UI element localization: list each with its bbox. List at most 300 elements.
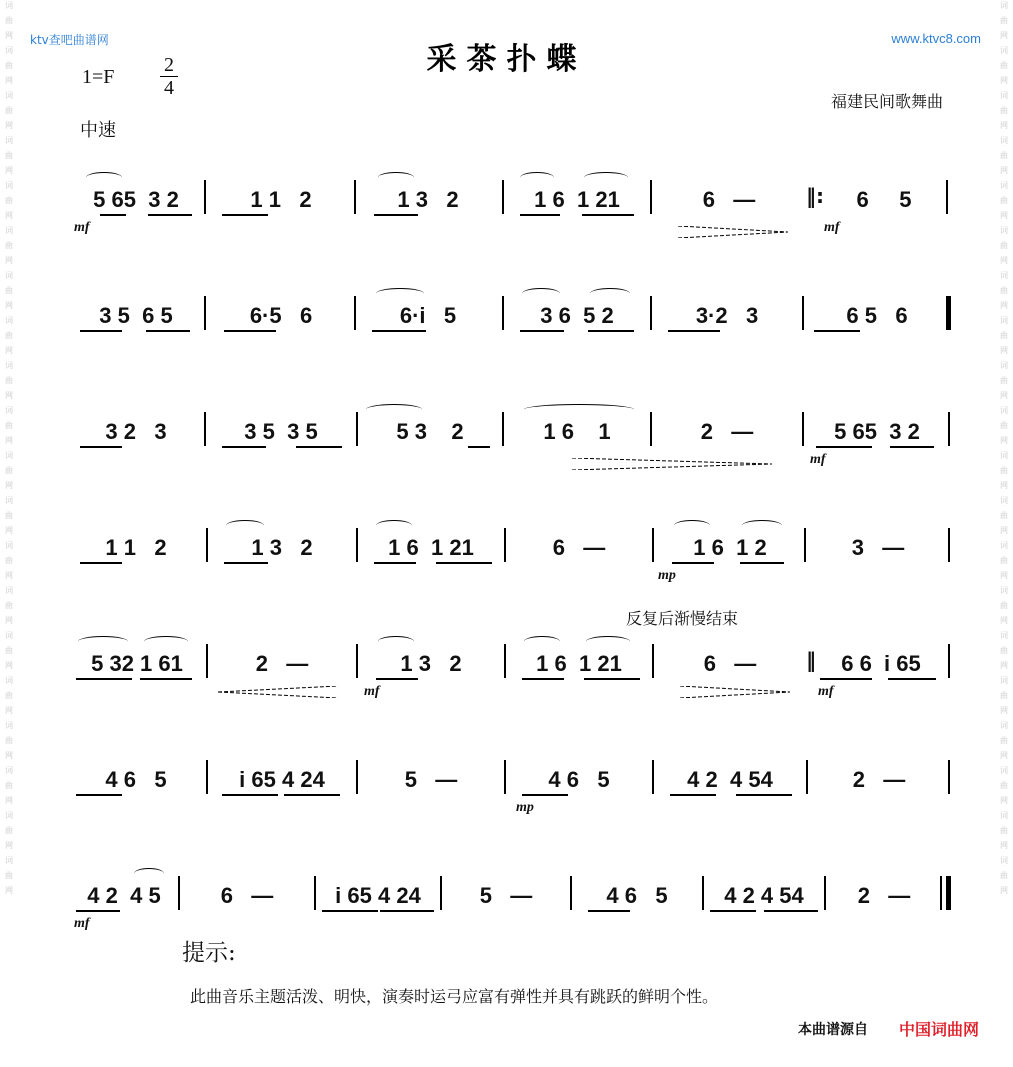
watermark-glyph: 词 bbox=[1000, 361, 1008, 370]
measure-notes: 6·i 5 bbox=[399, 303, 457, 328]
beam-underline bbox=[80, 562, 122, 564]
score-row-6 bbox=[72, 744, 952, 814]
watermark-glyph: 词 bbox=[1000, 136, 1008, 145]
barline bbox=[354, 180, 356, 214]
watermark-glyph: 曲 bbox=[1000, 646, 1008, 655]
measure bbox=[654, 280, 800, 350]
beam-underline bbox=[816, 446, 872, 448]
measure-notes: 6 5 6 bbox=[846, 303, 908, 328]
score-row-3 bbox=[72, 396, 952, 466]
beam-underline bbox=[374, 562, 416, 564]
watermark-glyph: 网 bbox=[1000, 31, 1008, 40]
beam-underline bbox=[224, 562, 268, 564]
measure-notes: i 65 4 24 bbox=[335, 883, 421, 908]
barline bbox=[206, 760, 208, 794]
measure-notes: 1 6 1 21 bbox=[534, 187, 620, 212]
watermark-glyph: 曲 bbox=[5, 196, 13, 205]
barline bbox=[206, 644, 208, 678]
barline bbox=[206, 528, 208, 562]
beam-underline bbox=[322, 910, 378, 912]
watermark-glyph: 网 bbox=[1000, 436, 1008, 445]
footer-source-label: 本曲谱源自 bbox=[798, 1022, 868, 1038]
watermark-glyph: 网 bbox=[1000, 301, 1008, 310]
barline bbox=[652, 528, 654, 562]
watermark-glyph: 词 bbox=[5, 766, 13, 775]
slur bbox=[376, 520, 412, 531]
watermark-glyph: 词 bbox=[1000, 451, 1008, 460]
watermark-glyph: 网 bbox=[5, 166, 13, 175]
watermark-glyph: 网 bbox=[1000, 211, 1008, 220]
watermark-glyph: 网 bbox=[1000, 121, 1008, 130]
slur bbox=[86, 172, 122, 183]
beam-underline bbox=[670, 794, 716, 796]
measure-notes: 1 1 2 bbox=[105, 535, 167, 560]
watermark-glyph: 网 bbox=[5, 346, 13, 355]
measure-notes: 6 — bbox=[220, 883, 274, 908]
measure-notes: 3 5 6 5 bbox=[99, 303, 173, 328]
dynamic-mark: mp bbox=[658, 568, 676, 583]
repeat-instruction: 反复后渐慢结束 bbox=[626, 609, 739, 628]
measure bbox=[806, 280, 948, 350]
watermark-glyph: 词 bbox=[5, 181, 13, 190]
watermark-glyph: 曲 bbox=[5, 151, 13, 160]
watermark-glyph: 网 bbox=[1000, 256, 1008, 265]
watermark-glyph: 曲 bbox=[1000, 421, 1008, 430]
watermark-glyph: 词 bbox=[1000, 181, 1008, 190]
watermark-glyph: 曲 bbox=[5, 826, 13, 835]
beam-underline bbox=[522, 794, 568, 796]
watermark-glyph: 曲 bbox=[1000, 61, 1008, 70]
beam-underline bbox=[140, 678, 192, 680]
measure-notes: 5 65 3 2 bbox=[93, 187, 179, 212]
dynamic-mark: mf bbox=[824, 220, 840, 235]
watermark-glyph: 曲 bbox=[1000, 691, 1008, 700]
measure-notes: 5 65 3 2 bbox=[834, 419, 920, 444]
watermark-glyph: 曲 bbox=[5, 646, 13, 655]
slur bbox=[586, 636, 630, 647]
watermark-glyph: 网 bbox=[5, 301, 13, 310]
measure-notes: 3 — bbox=[851, 535, 905, 560]
slur bbox=[226, 520, 264, 531]
watermark-glyph: 词 bbox=[5, 1, 13, 10]
measure bbox=[182, 860, 312, 930]
slur bbox=[134, 868, 164, 879]
measure-notes: 6 6 i 65 bbox=[841, 651, 921, 676]
watermark-glyph: 网 bbox=[1000, 166, 1008, 175]
watermark-glyph: 曲 bbox=[1000, 871, 1008, 880]
barline bbox=[948, 644, 950, 678]
measure bbox=[444, 860, 568, 930]
measure bbox=[360, 396, 500, 466]
watermark-glyph: 曲 bbox=[1000, 511, 1008, 520]
watermark-glyph: 网 bbox=[5, 436, 13, 445]
measure bbox=[574, 860, 700, 930]
watermark-glyph: 网 bbox=[5, 706, 13, 715]
measure bbox=[656, 512, 804, 582]
measure bbox=[654, 164, 804, 234]
watermark-glyph: 网 bbox=[1000, 751, 1008, 760]
beam-underline bbox=[146, 330, 190, 332]
measure bbox=[360, 628, 502, 698]
slur bbox=[378, 636, 414, 647]
beam-underline bbox=[76, 910, 120, 912]
watermark-glyph: 词 bbox=[1000, 631, 1008, 640]
measure-notes: 4 6 5 bbox=[606, 883, 668, 908]
beam-underline bbox=[222, 794, 278, 796]
barline bbox=[502, 180, 504, 214]
barline bbox=[502, 296, 504, 330]
beam-underline bbox=[520, 330, 564, 332]
dynamic-mark: mp bbox=[516, 800, 534, 815]
watermark-glyph: 曲 bbox=[1000, 466, 1008, 475]
slur bbox=[376, 288, 424, 299]
measure-notes: 6 — bbox=[552, 535, 606, 560]
dynamic-mark: mf bbox=[810, 452, 826, 467]
watermark-glyph: 曲 bbox=[5, 331, 13, 340]
barline bbox=[806, 760, 808, 794]
watermark-glyph: 曲 bbox=[5, 61, 13, 70]
slur bbox=[378, 172, 414, 183]
slur bbox=[742, 520, 782, 531]
watermark-glyph: 词 bbox=[1000, 316, 1008, 325]
watermark-glyph: 网 bbox=[5, 841, 13, 850]
barline bbox=[504, 528, 506, 562]
watermark-glyph: 网 bbox=[1000, 481, 1008, 490]
barline bbox=[802, 296, 804, 330]
watermark-glyph: 曲 bbox=[5, 871, 13, 880]
measure bbox=[828, 860, 940, 930]
watermark-strip-left bbox=[0, 0, 18, 1067]
decrescendo-hairpin bbox=[678, 226, 788, 238]
barline bbox=[948, 528, 950, 562]
measure-notes: 3 2 3 bbox=[105, 419, 167, 444]
measure bbox=[506, 280, 648, 350]
beam-underline bbox=[148, 214, 192, 216]
barline bbox=[948, 760, 950, 794]
measure-notes: 5 32 1 61 bbox=[91, 651, 183, 676]
watermark-glyph: 曲 bbox=[5, 16, 13, 25]
measure bbox=[358, 164, 498, 234]
measure bbox=[360, 744, 502, 814]
watermark-glyph: 词 bbox=[5, 676, 13, 685]
beam-underline bbox=[376, 678, 418, 680]
measure bbox=[210, 744, 354, 814]
watermark-glyph: 曲 bbox=[5, 556, 13, 565]
measure-notes: 1 6 1 21 bbox=[388, 535, 474, 560]
slur bbox=[524, 404, 634, 415]
measure-notes: 4 6 5 bbox=[105, 767, 167, 792]
repeat-start-sign: ‖ bbox=[806, 648, 816, 672]
watermark-glyph: 词 bbox=[1000, 226, 1008, 235]
watermark-glyph: 网 bbox=[5, 661, 13, 670]
watermark-glyph: 网 bbox=[5, 886, 13, 895]
score-row-1 bbox=[72, 164, 952, 234]
tips-text: 此曲音乐主题活泼、明快，演奏时运弓应富有弹性并具有跳跃的鲜明个性。 bbox=[190, 987, 719, 1006]
watermark-glyph: 曲 bbox=[5, 466, 13, 475]
watermark-glyph: 曲 bbox=[5, 511, 13, 520]
measure bbox=[360, 512, 502, 582]
measure bbox=[72, 164, 200, 234]
measure-notes: 4 2 4 54 bbox=[724, 883, 804, 908]
barline bbox=[802, 412, 804, 446]
tempo-marking: 中速 bbox=[80, 120, 116, 141]
watermark-glyph: 曲 bbox=[1000, 286, 1008, 295]
beam-underline bbox=[296, 446, 342, 448]
watermark-glyph: 网 bbox=[5, 31, 13, 40]
barline bbox=[502, 412, 504, 446]
watermark-glyph: 词 bbox=[5, 631, 13, 640]
watermark-glyph: 曲 bbox=[1000, 826, 1008, 835]
beam-underline bbox=[764, 910, 818, 912]
watermark-glyph: 网 bbox=[1000, 346, 1008, 355]
measure-notes: 3 6 5 2 bbox=[540, 303, 614, 328]
tips-label: 提示: bbox=[182, 940, 236, 966]
dynamic-mark: mf bbox=[74, 916, 90, 931]
watermark-glyph: 词 bbox=[1000, 46, 1008, 55]
watermark-glyph: 网 bbox=[5, 571, 13, 580]
beam-underline bbox=[820, 678, 872, 680]
watermark-glyph: 词 bbox=[1000, 811, 1008, 820]
measure bbox=[816, 628, 946, 698]
beam-underline bbox=[380, 910, 434, 912]
watermark-glyph: 网 bbox=[1000, 616, 1008, 625]
watermark-glyph: 网 bbox=[5, 121, 13, 130]
watermark-glyph: 网 bbox=[5, 391, 13, 400]
watermark-glyph: 曲 bbox=[5, 736, 13, 745]
watermark-glyph: 词 bbox=[5, 271, 13, 280]
barline bbox=[356, 412, 358, 446]
slur bbox=[674, 520, 710, 531]
beam-underline bbox=[436, 562, 492, 564]
barline bbox=[356, 760, 358, 794]
barline bbox=[354, 296, 356, 330]
score-row-2 bbox=[72, 280, 952, 350]
barline bbox=[804, 528, 806, 562]
time-signature-bottom: 4 bbox=[164, 77, 174, 99]
measure-notes: 1 1 2 bbox=[250, 187, 312, 212]
measure bbox=[72, 396, 200, 466]
beam-underline bbox=[672, 562, 714, 564]
beam-underline bbox=[520, 214, 560, 216]
beam-underline bbox=[522, 678, 564, 680]
measure-notes: 3 5 3 5 bbox=[244, 419, 318, 444]
watermark-glyph: 词 bbox=[5, 856, 13, 865]
watermark-glyph: 网 bbox=[1000, 841, 1008, 850]
score-row-4 bbox=[72, 512, 952, 582]
slur bbox=[524, 636, 560, 647]
measure-notes: 6 — bbox=[702, 187, 756, 212]
measure-notes: 1 6 1 bbox=[543, 419, 611, 444]
score-row-5 bbox=[72, 628, 952, 698]
watermark-glyph: 网 bbox=[1000, 661, 1008, 670]
measure-notes: 1 6 1 2 bbox=[693, 535, 767, 560]
measure-notes: 1 6 1 21 bbox=[536, 651, 622, 676]
barline bbox=[504, 760, 506, 794]
barline bbox=[824, 876, 826, 910]
barline bbox=[652, 760, 654, 794]
watermark-glyph: 曲 bbox=[1000, 736, 1008, 745]
measure bbox=[506, 396, 648, 466]
barline bbox=[356, 528, 358, 562]
beam-underline bbox=[80, 330, 122, 332]
watermark-glyph: 词 bbox=[5, 361, 13, 370]
watermark-glyph: 词 bbox=[5, 811, 13, 820]
watermark-glyph: 网 bbox=[1000, 706, 1008, 715]
watermark-glyph: 词 bbox=[5, 406, 13, 415]
watermark-glyph: 曲 bbox=[5, 286, 13, 295]
beam-underline bbox=[736, 794, 792, 796]
watermark-glyph: 网 bbox=[5, 796, 13, 805]
beam-underline bbox=[468, 446, 490, 448]
barline bbox=[946, 180, 948, 214]
watermark-glyph: 曲 bbox=[1000, 16, 1008, 25]
watermark-glyph: 词 bbox=[5, 136, 13, 145]
watermark-glyph: 曲 bbox=[5, 376, 13, 385]
watermark-glyph: 词 bbox=[1000, 766, 1008, 775]
measure bbox=[72, 744, 200, 814]
watermark-glyph: 网 bbox=[5, 526, 13, 535]
beam-underline bbox=[222, 214, 268, 216]
watermark-glyph: 词 bbox=[1000, 541, 1008, 550]
measure bbox=[654, 396, 800, 466]
beam-underline bbox=[374, 214, 418, 216]
barline bbox=[948, 412, 950, 446]
watermark-glyph: 曲 bbox=[1000, 241, 1008, 250]
watermark-glyph: 词 bbox=[5, 496, 13, 505]
beam-underline bbox=[588, 330, 634, 332]
footer-brand-link[interactable]: 中国词曲网 bbox=[898, 1020, 979, 1039]
measure bbox=[72, 512, 200, 582]
watermark-glyph: 词 bbox=[5, 91, 13, 100]
barline bbox=[504, 644, 506, 678]
measure bbox=[208, 396, 354, 466]
watermark-strip-right bbox=[995, 0, 1013, 1067]
barline bbox=[204, 180, 206, 214]
measure bbox=[318, 860, 438, 930]
beam-underline bbox=[372, 330, 426, 332]
watermark-glyph: 曲 bbox=[1000, 196, 1008, 205]
beam-underline bbox=[76, 794, 122, 796]
slur bbox=[522, 288, 560, 299]
watermark-glyph: 词 bbox=[1000, 271, 1008, 280]
beam-underline bbox=[888, 678, 936, 680]
watermark-glyph: 曲 bbox=[1000, 151, 1008, 160]
measure-notes: 5 3 2 bbox=[396, 419, 464, 444]
watermark-glyph: 词 bbox=[1000, 91, 1008, 100]
watermark-glyph: 网 bbox=[5, 256, 13, 265]
watermark-glyph: 曲 bbox=[1000, 331, 1008, 340]
watermark-glyph: 网 bbox=[5, 616, 13, 625]
measure bbox=[824, 164, 944, 234]
barline bbox=[204, 296, 206, 330]
barline bbox=[356, 644, 358, 678]
final-barline bbox=[946, 876, 951, 910]
beam-underline bbox=[222, 446, 266, 448]
beam-underline bbox=[80, 446, 122, 448]
watermark-glyph: 词 bbox=[1000, 676, 1008, 685]
repeat-start-sign: ‖: bbox=[806, 184, 824, 208]
section-end-bar bbox=[946, 296, 951, 330]
slur bbox=[144, 636, 188, 647]
beam-underline bbox=[814, 330, 860, 332]
barline bbox=[204, 412, 206, 446]
slur bbox=[584, 172, 628, 183]
measure-notes: 4 6 5 bbox=[548, 767, 610, 792]
watermark-glyph: 曲 bbox=[1000, 556, 1008, 565]
watermark-glyph: 网 bbox=[1000, 526, 1008, 535]
beam-underline bbox=[224, 330, 276, 332]
beam-underline bbox=[890, 446, 934, 448]
measure-notes: 4 2 4 54 bbox=[687, 767, 773, 792]
key-signature: 1=F bbox=[82, 66, 115, 88]
slur bbox=[520, 172, 554, 183]
barline bbox=[570, 876, 572, 910]
source-attribution: 福建民间歌舞曲 bbox=[830, 92, 943, 111]
beam-underline bbox=[668, 330, 720, 332]
barline bbox=[650, 296, 652, 330]
watermark-glyph: 曲 bbox=[1000, 601, 1008, 610]
dynamic-mark: mf bbox=[74, 220, 90, 235]
watermark-glyph: 词 bbox=[5, 46, 13, 55]
measure-notes: i 65 4 24 bbox=[239, 767, 325, 792]
measure bbox=[208, 164, 354, 234]
dynamic-mark: mf bbox=[364, 684, 380, 699]
watermark-glyph: 词 bbox=[1000, 1, 1008, 10]
watermark-glyph: 网 bbox=[1000, 571, 1008, 580]
barline bbox=[440, 876, 442, 910]
measure-notes: 1 3 2 bbox=[397, 187, 459, 212]
measure-notes: 1 3 2 bbox=[400, 651, 462, 676]
measure-notes: 6·5 6 bbox=[249, 303, 313, 328]
crescendo-hairpin bbox=[218, 686, 338, 698]
beam-underline bbox=[76, 678, 132, 680]
beam-underline bbox=[710, 910, 756, 912]
barline bbox=[178, 876, 180, 910]
watermark-site-right[interactable]: www.ktvc8.com bbox=[891, 31, 981, 46]
watermark-glyph: 曲 bbox=[5, 106, 13, 115]
watermark-glyph: 曲 bbox=[1000, 376, 1008, 385]
barline bbox=[650, 180, 652, 214]
watermark-glyph: 网 bbox=[5, 751, 13, 760]
barline bbox=[652, 644, 654, 678]
watermark-glyph: 网 bbox=[1000, 796, 1008, 805]
watermark-glyph: 网 bbox=[1000, 886, 1008, 895]
watermark-site-left[interactable]: ktv查吧曲谱网 bbox=[30, 33, 109, 47]
watermark-glyph: 词 bbox=[5, 586, 13, 595]
watermark-glyph: 词 bbox=[1000, 586, 1008, 595]
measure bbox=[506, 164, 648, 234]
watermark-glyph: 曲 bbox=[1000, 781, 1008, 790]
watermark-glyph: 词 bbox=[1000, 721, 1008, 730]
slur bbox=[366, 404, 422, 415]
measure bbox=[810, 744, 948, 814]
watermark-glyph: 网 bbox=[5, 76, 13, 85]
measure-notes: 2 — bbox=[255, 651, 309, 676]
watermark-glyph: 词 bbox=[5, 721, 13, 730]
slur bbox=[590, 288, 630, 299]
beam-underline bbox=[588, 910, 630, 912]
beam-underline bbox=[582, 214, 634, 216]
watermark-glyph: 词 bbox=[5, 541, 13, 550]
measure-notes: 6 5 bbox=[856, 187, 912, 212]
measure-notes: 3·2 3 bbox=[695, 303, 759, 328]
measure-notes: 6 — bbox=[703, 651, 757, 676]
measure bbox=[808, 512, 948, 582]
measure bbox=[72, 628, 202, 698]
watermark-glyph: 网 bbox=[1000, 76, 1008, 85]
decrescendo-hairpin bbox=[572, 458, 772, 470]
measure bbox=[656, 744, 804, 814]
